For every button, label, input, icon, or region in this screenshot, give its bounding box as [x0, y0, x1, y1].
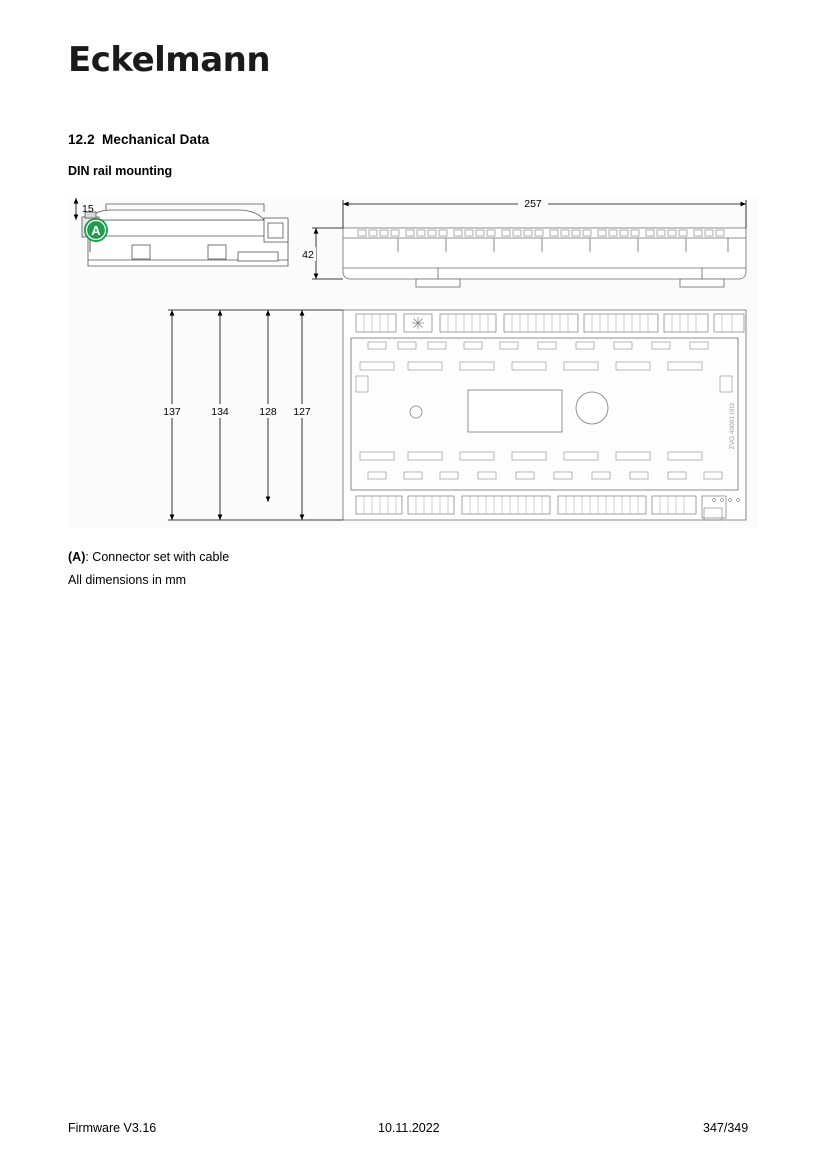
subsection-heading: DIN rail mounting [68, 164, 173, 178]
dim-15: 15 [82, 203, 94, 215]
callout-letter: A [91, 223, 101, 238]
dim-42: 42 [302, 249, 314, 261]
footer-page-number: 347/349 [703, 1121, 749, 1135]
figure-callout-caption [68, 550, 229, 564]
callout-prefix: (A) [68, 550, 86, 564]
dim-257: 257 [524, 198, 542, 210]
dim-134: 134 [211, 406, 229, 418]
footer-date: 10.11.2022 [378, 1121, 440, 1135]
dim-127: 127 [293, 406, 311, 418]
company-logo: Eckelmann [68, 40, 271, 80]
section-heading [68, 132, 209, 147]
callout-description: : Connector set with cable [85, 550, 230, 564]
mechanical-drawing-figure [68, 190, 758, 530]
section-number: 12.2 [68, 132, 95, 147]
units-note: All dimensions in mm [68, 573, 187, 587]
section-title: Mechanical Data [102, 132, 210, 147]
dim-137: 137 [163, 406, 181, 418]
dim-128: 128 [259, 406, 277, 418]
board-marking: ZVG 40001 IXI2 [729, 402, 736, 450]
footer-firmware: Firmware V3.16 [68, 1121, 157, 1135]
